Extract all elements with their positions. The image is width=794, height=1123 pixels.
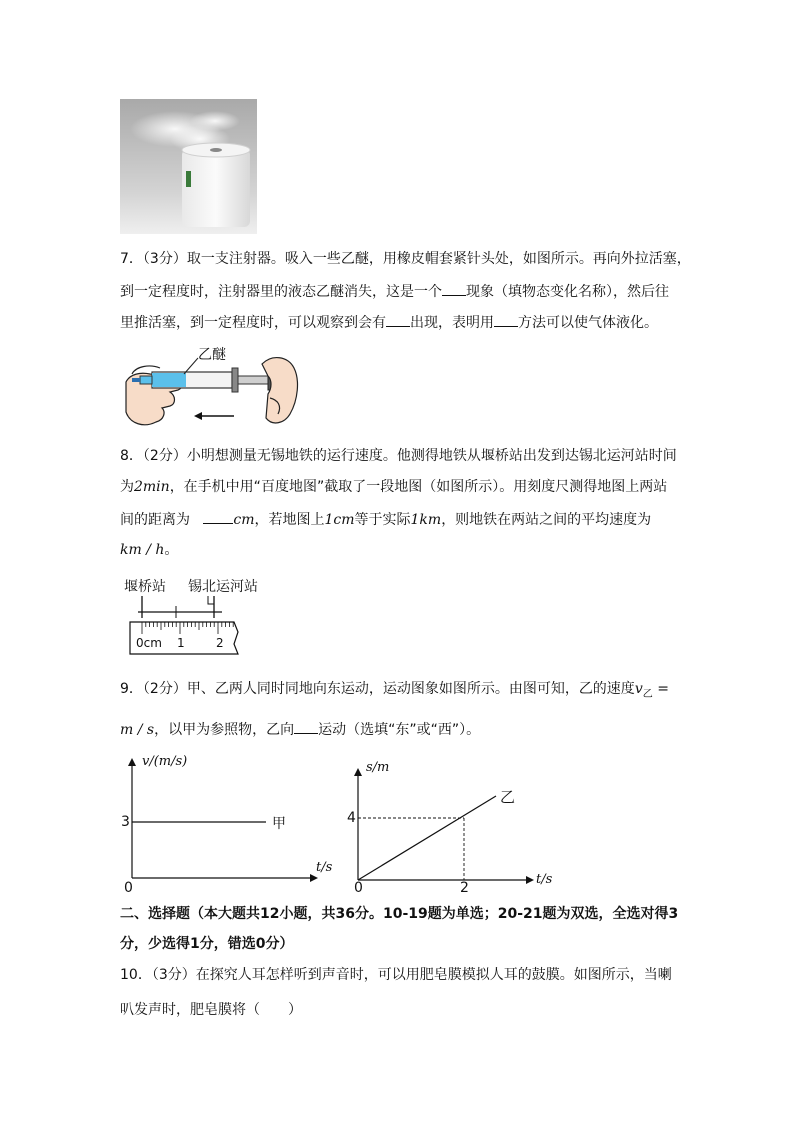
st-series-label: 乙 [500, 788, 516, 806]
q7-blank3[interactable] [494, 312, 518, 327]
q10-line1: 10．（3分）在探究人耳怎样听到声音时，可以用肥皂膜模拟人耳的鼓膜。如图所示，当喇 [120, 967, 672, 983]
q9-line1: 9．（2分）甲、乙两人同时同地向东运动，运动图象如图所示。由图可知，乙的速度$v_乙$ = [120, 681, 669, 700]
vt-origin: 0 [124, 880, 133, 896]
st-xlabel: t/s [536, 872, 553, 887]
q7-blank2[interactable] [386, 312, 410, 327]
st-ylabel: s/m [366, 760, 390, 775]
st-x-tick-2: 2 [460, 880, 469, 896]
vt-xlabel: t/s [316, 860, 333, 875]
section2-line2: 分，少选得1分，错选0分） [120, 936, 294, 952]
q7-line2: 到一定程度时，注射器里的液态乙醚消失，这是一个 现象（填物态变化名称），然后往 [120, 281, 680, 302]
vt-graph-svg [118, 752, 338, 897]
vt-y-tick-3: 3 [121, 814, 130, 830]
syringe-label: 乙醚 [198, 347, 226, 363]
section2-line1: 二、选择题（本大题共12小题，共36分。10-19题为单选；20-21题为双选，全选对得3 [120, 906, 679, 922]
q9-line2: m / s，以甲为参照物，乙向 运动（选填“东”或“西”）。 [120, 719, 680, 740]
q8-line3: 间的距离为 cm，若地图上1cm等于实际1km，则地铁在两站之间的平均速度为 [120, 509, 680, 530]
vt-series-label: 甲 [272, 816, 286, 832]
vt-ylabel: v/(m/s) [142, 754, 188, 769]
station-yanqiao: 堰桥站 [124, 579, 166, 595]
station-xibei-yunhe: 锡北运河站 [188, 579, 258, 595]
st-graph [344, 758, 564, 898]
q9-blank1[interactable] [294, 719, 318, 734]
map-ruler-figure [122, 574, 282, 664]
q8-line2: 为2min，在手机中用“百度地图”截取了一段地图（如图所示）。用刻度尺测得地图上两站 [120, 479, 668, 495]
ruler-label-1: 1 [177, 636, 185, 650]
syringe-figure [122, 344, 304, 432]
q10-line2: 叭发声时，肥皂膜将（ ） [120, 1002, 302, 1018]
q8-line4: km / h。 [120, 542, 179, 558]
q7-line3: 里推活塞，到一定程度时，可以观察到会有 出现，表明用 方法可以使气体液化。 [120, 312, 680, 333]
q7-line1: 7．（3分）取一支注射器。吸入一些乙醚，用橡皮帽套紧针头处，如图所示。再向外拉活塞， [120, 251, 691, 267]
q7-blank1[interactable] [442, 281, 466, 296]
q8-blank1[interactable] [203, 509, 233, 524]
ruler-illustration [122, 574, 282, 664]
st-y-tick-4: 4 [347, 810, 356, 826]
humidifier-photo [120, 99, 257, 234]
st-graph-svg [344, 758, 564, 898]
ruler-label-0: 0cm [136, 636, 162, 650]
humidifier-illustration [120, 99, 257, 234]
series-yi-line [358, 796, 496, 880]
ruler-label-2: 2 [216, 636, 224, 650]
vt-graph [118, 752, 338, 897]
st-origin: 0 [354, 880, 363, 896]
q8-line1: 8．（2分）小明想测量无锡地铁的运行速度。他测得地铁从堰桥站出发到达锡北运河站时间 [120, 448, 677, 464]
